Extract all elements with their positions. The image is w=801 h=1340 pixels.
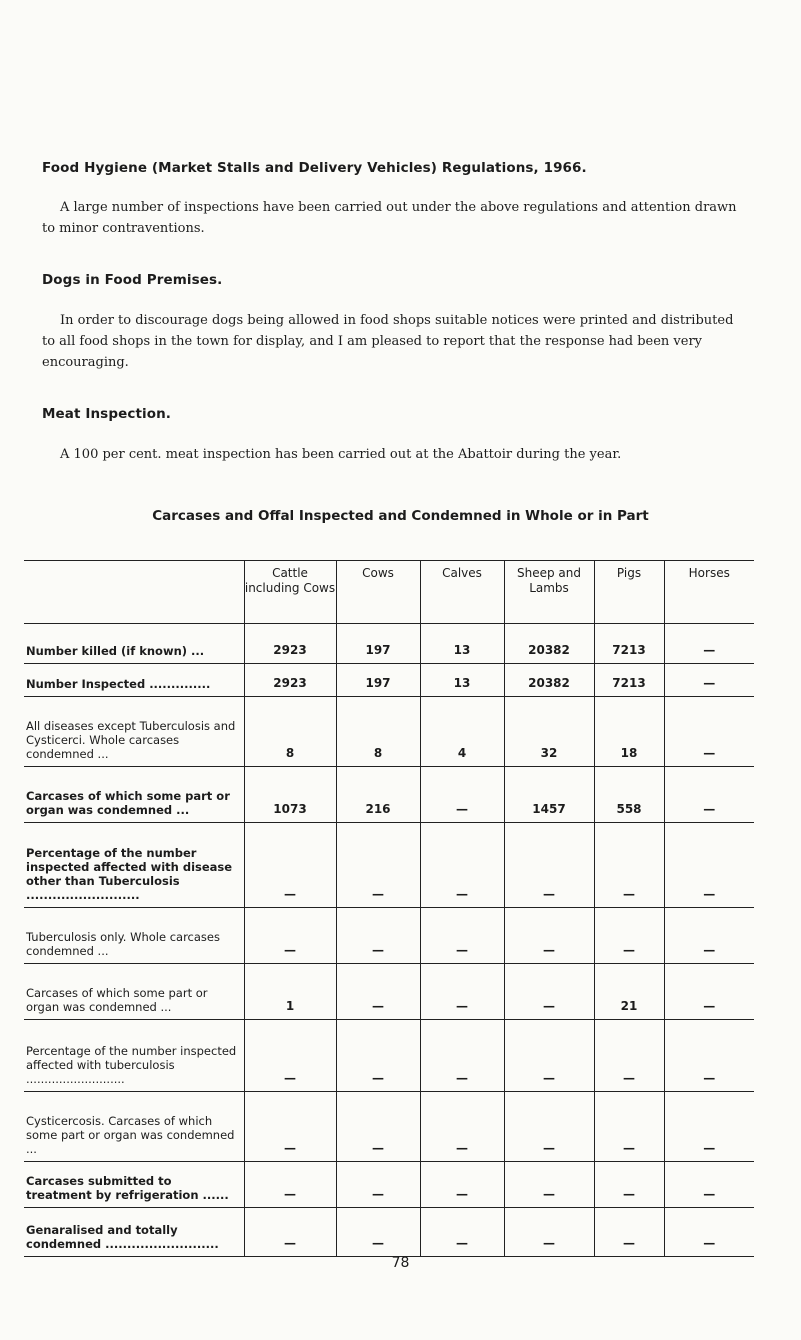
cell-value: 4 [420, 697, 504, 767]
cell-value: — [244, 1020, 336, 1092]
cell-value: 13 [420, 624, 504, 664]
cell-value: — [664, 697, 754, 767]
cell-value: — [504, 908, 594, 964]
table-row [24, 1092, 754, 1162]
cell-value: — [504, 1092, 594, 1162]
cell-value: 7213 [594, 664, 664, 697]
cell-value: — [594, 1092, 664, 1162]
cell-value: 18 [594, 697, 664, 767]
cell-value: 1 [244, 964, 336, 1020]
section-text-dogs: In order to discourage dogs being allowed in food shops suitable notices were printed and distributed to all food shops in the town for display, and I am pleased to report that the response had been very encouraging. [42, 313, 734, 370]
cell-value: 32 [504, 697, 594, 767]
table-row [24, 767, 754, 823]
table-row [24, 908, 754, 964]
header-cell-pigs: Pigs [594, 561, 664, 624]
cell-value: — [336, 1162, 420, 1208]
cell-value: — [664, 624, 754, 664]
cell-value: — [244, 1208, 336, 1257]
section-heading-food-hygiene: Food Hygiene (Market Stalls and Delivery Vehicles) Regulations, 1966. [42, 160, 587, 176]
cell-value: — [336, 1208, 420, 1257]
cell-value: — [420, 1208, 504, 1257]
row-label: Carcases of which some part or organ was condemned ... [26, 789, 230, 817]
header-cell-calves: Calves [420, 561, 504, 624]
cell-value: — [664, 1092, 754, 1162]
section-heading-meat-inspection: Meat Inspection. [42, 406, 172, 422]
header-cell-sheep: Sheep and Lambs [504, 561, 594, 624]
header-cell-horses: Horses [664, 561, 754, 624]
row-label: Number killed (if known) ... [26, 644, 205, 658]
cell-value: 1457 [504, 767, 594, 823]
table-title: Carcases and Offal Inspected and Condemned in Whole or in Part [152, 508, 649, 524]
table-row [24, 1020, 754, 1092]
section-heading-dogs: Dogs in Food Premises. [42, 272, 223, 288]
row-label: Number Inspected .............. [26, 677, 211, 691]
cell-value: — [420, 1092, 504, 1162]
section-text-meat-inspection: A 100 per cent. meat inspection has been carried out at the Abattoir during the year. [60, 447, 622, 462]
cell-value: — [504, 1208, 594, 1257]
table-header-row [24, 561, 754, 624]
row-label: Percentage of the number inspected affected with tuberculosis ........................... [26, 1044, 237, 1086]
table-row [24, 697, 754, 767]
cell-value: — [664, 1020, 754, 1092]
cell-value: — [664, 664, 754, 697]
cell-value: — [336, 1092, 420, 1162]
row-label: Genaralised and totally condemned .......................... [26, 1223, 219, 1251]
cell-value: — [336, 823, 420, 908]
header-cell-label [24, 561, 244, 624]
table-row [24, 964, 754, 1020]
cell-value: 2923 [244, 624, 336, 664]
cell-value: 20382 [504, 624, 594, 664]
cell-value: — [420, 823, 504, 908]
table-row [24, 664, 754, 697]
cell-value: — [420, 1162, 504, 1208]
cell-value: — [664, 767, 754, 823]
cell-value: 21 [594, 964, 664, 1020]
cell-value: 558 [594, 767, 664, 823]
cell-value: — [336, 964, 420, 1020]
cell-value: 7213 [594, 624, 664, 664]
cell-value: — [420, 908, 504, 964]
section-text-food-hygiene: A large number of inspections have been carried out under the above regulations and attention drawn to minor contraventions. [42, 200, 737, 236]
cell-value: — [244, 1092, 336, 1162]
cell-value: — [336, 908, 420, 964]
row-label: Percentage of the number inspected affected with disease other than Tuberculosis .......................... [26, 846, 233, 902]
cell-value: — [504, 1162, 594, 1208]
cell-value: 197 [336, 624, 420, 664]
page-number: 78 [391, 1255, 410, 1271]
cell-value: — [504, 823, 594, 908]
cell-value: — [664, 1162, 754, 1208]
cell-value: — [664, 1208, 754, 1257]
header-cell-cattle: Cattle including Cows [244, 561, 336, 624]
cell-value: — [420, 964, 504, 1020]
table-row [24, 1162, 754, 1208]
row-label: All diseases except Tuberculosis and Cysticerci. Whole carcases condemned ... [26, 719, 236, 761]
table-row [24, 624, 754, 664]
cell-value: 20382 [504, 664, 594, 697]
cell-value: 2923 [244, 664, 336, 697]
cell-value: — [594, 1162, 664, 1208]
cell-value: — [594, 1020, 664, 1092]
cell-value: — [594, 823, 664, 908]
cell-value: — [244, 908, 336, 964]
cell-value: — [664, 823, 754, 908]
cell-value: — [336, 1020, 420, 1092]
header-cell-cows: Cows [336, 561, 420, 624]
cell-value: 8 [336, 697, 420, 767]
cell-value: 1073 [244, 767, 336, 823]
row-label: Cysticercosis. Carcases of which some part or organ was condemned ... [26, 1114, 235, 1156]
cell-value: — [594, 908, 664, 964]
cell-value: 13 [420, 664, 504, 697]
cell-value: — [420, 767, 504, 823]
cell-value: — [504, 964, 594, 1020]
cell-value: — [504, 1020, 594, 1092]
cell-value: 216 [336, 767, 420, 823]
cell-value: — [594, 1208, 664, 1257]
cell-value: — [244, 1162, 336, 1208]
cell-value: 8 [244, 697, 336, 767]
row-label: Carcases of which some part or organ was condemned ... [26, 986, 208, 1014]
cell-value: 197 [336, 664, 420, 697]
cell-value: — [244, 823, 336, 908]
cell-value: — [420, 1020, 504, 1092]
row-label: Carcases submitted to treatment by refrigeration ...... [26, 1174, 229, 1202]
row-label: Tuberculosis only. Whole carcases condemned ... [26, 930, 220, 958]
cell-value: — [664, 964, 754, 1020]
cell-value: — [664, 908, 754, 964]
carcases-table [24, 560, 754, 1257]
table-row [24, 823, 754, 908]
table-row [24, 1208, 754, 1257]
